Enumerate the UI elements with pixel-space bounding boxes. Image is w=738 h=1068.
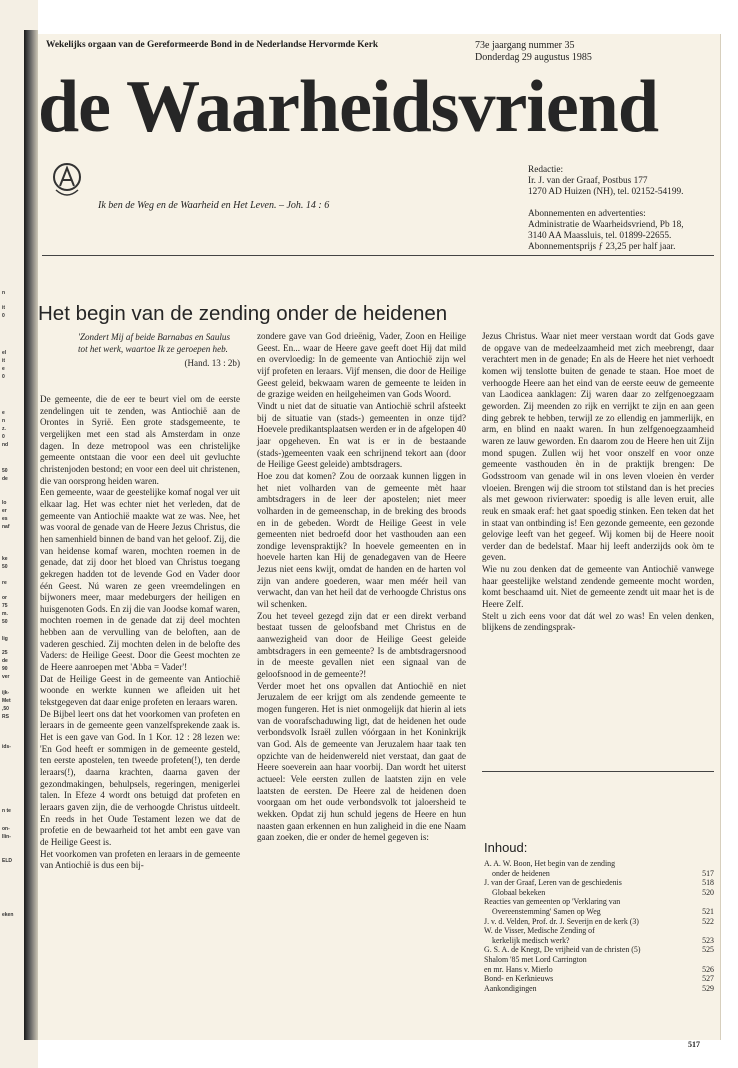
toc-entry[interactable] xyxy=(484,917,714,927)
paragraph: Zou het teveel gezegd zijn dat er een direkt verband bestaat tussen de geloofsband met Christus en de aanwezigheid van door de Heilige Geest geleide ambtsdragers in een gemeente? Is de ambtsdragersnood in de meeste gevallen niet een signaal van de geloofsnood in de gemeente?! xyxy=(257,610,466,680)
epigraph-text: 'Zondert Mij af beide Barnabas en Saulus tot het werk, waartoe Ik ze geroepen heb. xyxy=(78,332,230,354)
toc-entry[interactable] xyxy=(484,984,714,994)
margin-fragment: el xyxy=(2,350,7,356)
margin-fragment: it xyxy=(2,358,6,364)
administration-address: Administratie de Waarheidsvriend, Pb 18, xyxy=(528,219,684,230)
paragraph: Wie nu zou denken dat de gemeente van Antiochië vanwege haar geestelijke welstand zendende gemeente mocht worden, komt beschaamd uit. Niet de gemeente zendt uit maar het is de Heere Zelf. xyxy=(482,564,714,610)
toc-entry-cont[interactable] xyxy=(484,869,714,879)
paragraph: Jezus Christus. Waar niet meer verstaan wordt dat Gods gave de opgave van de medeelzaamheid met zich meebrengt, daar verachtert men in de genade; En als de Heere het niet verhoedt komen wij tenslotte buiten de genade te staan. Hoe moet de verhoogde Heere aan het eind van de eerste eeuw de gemeente van Laodicea aanklagen: Zij waren daar zo zelfgenoegzaam geworden. Zij meenden zo rijk en verrijkt te zijn en aan geen ding gebrek te hebben, terwijl ze zo ellendig en jammerlijk, en arm, en blind en naakt waren. In hun zelfgenoegzaamheid waren ze lauw geworden. En daarom zou de Heere hen uit Zijn mond spugen. Zullen wij het voor onszelf en voor onze gemeente vasthouden èn in de praktijk brengen: De Godsstroom van genade wil in ons leven vloeien èn verder vloeien. Brengen wij die stroom tot stilstand dan is het precies als met gewoon rivierwater: spoedig is alle leven eruit, alle reuk en smaak eraf: het gaat spoedig stinken. Een teken dat het in staat van ontbinding is! Een gezonde gemeente, een gezonde gelovige leeft van het gegeef. Wij komen bij de Heere nooit verder dan de bedelstaf. Maar hij leeft anderzijds ook òm te geven. xyxy=(482,331,714,563)
margin-fragment: 50 xyxy=(2,468,8,474)
paragraph: Vindt u niet dat de situatie van Antiochië schril afsteekt bij de situatie van (stads-) gemeenten in onze tijd? Hoevele predikantsplaatsen werden er in de afgelopen 40 jaar opgeheven. En wat is er in de bestaande (stads-)gemeenten vaak een schrijnend tekort aan (door de Heilige Geest geleide) ambtsdragers. xyxy=(257,400,466,470)
margin-fragment: 25 xyxy=(2,650,8,656)
margin-fragment: 0 xyxy=(2,313,5,319)
toc-page: 529 xyxy=(702,983,714,993)
article-column-3 xyxy=(482,331,714,634)
toc-entry-text: G. S. A. de Knegt, De vrijheid van de christen (5) xyxy=(484,945,641,955)
binding-shadow xyxy=(24,30,38,1040)
margin-fragment: 90 xyxy=(2,666,8,672)
toc-entry-text: Overeenstemming' Samen op Weg xyxy=(492,906,601,916)
subscription-price: Abonnementsprijs ƒ 23,25 per half jaar. xyxy=(528,242,676,253)
toc-entry-text: Globaal bekeken xyxy=(492,887,546,897)
toc-page: 522 xyxy=(702,916,714,926)
margin-fragment: e xyxy=(2,410,5,416)
toc-entry[interactable] xyxy=(484,974,714,984)
margin-fragment: de xyxy=(2,476,8,482)
toc-entry-text: kerkelijk medisch werk? xyxy=(492,935,570,945)
column-divider xyxy=(482,771,714,772)
margin-fragment: 50 xyxy=(2,564,8,570)
article-column-2 xyxy=(257,331,466,844)
editorial-address: Ir. J. van der Graaf, Postbus 177 xyxy=(528,176,648,187)
margin-fragment: ELD xyxy=(2,858,12,864)
article-title: Het begin van de zending onder de heidenen xyxy=(38,302,448,325)
paragraph: Het voorkomen van profeten en leraars in de gemeente van Antiochië is dus een bij- xyxy=(40,848,240,871)
toc-page: 525 xyxy=(702,945,714,955)
margin-fragment: eken xyxy=(2,912,14,918)
margin-fragment: 50 xyxy=(2,619,8,625)
toc-entry-text: Bond- en Kerknieuws xyxy=(484,974,554,984)
toc-entry[interactable] xyxy=(484,945,714,955)
editorial-info xyxy=(528,165,713,253)
table-of-contents xyxy=(484,859,714,993)
toc-entry-text: W. de Visser, Medische Zending of xyxy=(484,926,595,936)
margin-fragment: nd xyxy=(2,442,9,448)
toc-entry-cont[interactable] xyxy=(484,936,714,946)
motto: Ik ben de Weg en de Waarheid en Het Leven. – Joh. 14 : 6 xyxy=(98,200,330,211)
paragraph: Een gemeente, waar de geestelijke komaf nogal ver uit elkaar lag. Het was echter niet het verleden, dat de gemeente van Antiochië maakte wat ze was. Nee, het was vooral de genade van de Heere Jezus Christus, die hen samenhield binnen de band van het geloof. Zij, die van heidense komaf waren, mochten roemen in de genade, dat zij door het bloed van Christus toegang gekregen hadden tot de levende God en Vader door één Geest. Nú waren ze geen vreemdelingen en bijwoners meer, maar medeburgers der heiligen en huisgenoten Gods. En zij die van Joodse komaf waren, mochten roemen in de genade dat zij deel mochten hebben aan de vervulling van de beloften, aan de vaderen geschied. Zij mochten delen in de belofte des Vaders: de Heilige Geest. Door die Geest mochten ze de Heere aanroepen met 'Abba = Vader'! xyxy=(40,487,240,673)
epigraph xyxy=(78,332,240,370)
margin-fragment: ver xyxy=(2,674,10,680)
toc-page: 527 xyxy=(702,974,714,984)
margin-fragment: z. xyxy=(2,426,6,432)
toc-page: 520 xyxy=(702,887,714,897)
margin-fragment: n te xyxy=(2,808,11,814)
toc-entry-text: Shalom '85 met Lord Carrington xyxy=(484,954,587,964)
toc-page: 518 xyxy=(702,878,714,888)
epigraph-reference: (Hand. 13 : 2b) xyxy=(184,358,240,369)
margin-fragment: 75 xyxy=(2,603,8,609)
toc-entry-text: A. A. W. Boon, Het begin van de zending xyxy=(484,859,616,868)
editorial-label: Redactie: xyxy=(528,165,564,175)
newspaper-page xyxy=(38,34,721,1049)
subscriptions-label: Abonnementen en advertenties: xyxy=(528,208,646,219)
margin-fragment: es xyxy=(2,516,8,522)
margin-fragment: n xyxy=(2,418,6,424)
margin-fragment: Met xyxy=(2,698,11,704)
toc-entry-text: Reacties van gemeenten op 'Verklaring van xyxy=(484,897,621,907)
toc-entry-cont[interactable] xyxy=(484,888,714,898)
toc-entry[interactable] xyxy=(484,926,714,936)
paragraph: Verder moet het ons opvallen dat Antiochië en niet Jeruzalem de eer krijgt om als zendende gemeente te mogen fungeren. Het is niet onmogelijk dat hierin al iets van de voorafschaduwing ligt, dat de heidenen het oude verbondsvolk Israël zullen vóórgaan in het Koninkrijk van God. Als de gemeente van Jeruzalem haar taak ten opzichte van de heidenwereld niet verstaat, dan gaat de Heere soeverein aan haar voorbij. Dan wordt het uiterst actueel: Vele eersten zullen de laatsten zijn en vele laatsten de eersten. De Heere zal de heidenen doen voorgaan om het oude verbondsvolk tot jaloersheid te wekken. Opdat zij hun schuld jegens de Heere en hun naasten gaan erkennen en hun zaligheid in die ene Naam gaan zoeken, die er onder de hemel gegeven is: xyxy=(257,680,466,843)
paragraph: De gemeente, die de eer te beurt viel om de eerste zendelingen uit te zenden, was Antiochië aan de Orontes in Syrië. Een grote stadsgemeente, te vergelijken met een stad als Amsterdam in onze dagen. In deze metropool was een christelijke gemeente ontstaan die voor een deel uit gevluchte christenjoden bestond; en voor een deel uit christenen, die van oorsprong heiden waren. xyxy=(40,394,240,486)
margin-fragment: er xyxy=(2,508,7,514)
margin-fragment: m. xyxy=(2,611,8,617)
toc-entry-cont[interactable] xyxy=(484,965,714,975)
toc-entry-cont[interactable] xyxy=(484,907,714,917)
margin-fragment: RS xyxy=(2,714,9,720)
margin-fragment: e xyxy=(2,366,5,372)
paragraph: Stelt u zich eens voor dat dát wel zo was! En velen denken, blijkens de zendingsprak- xyxy=(482,610,714,633)
header-divider xyxy=(42,255,714,256)
toc-page: 523 xyxy=(702,935,714,945)
margin-fragment: ijk- xyxy=(2,690,10,696)
margin-fragment: re xyxy=(2,580,7,586)
article-column-1 xyxy=(40,394,240,872)
adjacent-page-strip xyxy=(0,0,38,1068)
toc-entry[interactable] xyxy=(484,897,714,907)
toc-entry-text: en mr. Hans v. Mierlo xyxy=(484,964,553,974)
masthead-title: de Waarheidsvriend xyxy=(38,66,658,148)
administration-phone: 3140 AA Maassluis, tel. 01899-22655. xyxy=(528,231,672,242)
margin-fragment: on- xyxy=(2,826,10,832)
page-number: 517 xyxy=(688,1040,700,1049)
margin-fragment: de xyxy=(2,658,8,664)
margin-fragment: 0 xyxy=(2,374,5,380)
toc-entry-text: J. van der Graaf, Leren van de geschiedenis xyxy=(484,878,622,888)
margin-fragment: llin- xyxy=(2,834,11,840)
margin-fragment: ids- xyxy=(2,744,11,750)
margin-fragment: lig xyxy=(2,636,8,642)
margin-fragment: n xyxy=(2,290,6,296)
toc-heading: Inhoud: xyxy=(484,840,528,855)
toc-entry-text: J. v. d. Velden, Prof. dr. J. Severijn en de kerk (3) xyxy=(484,916,639,926)
toc-entry-text: Aankondigingen xyxy=(484,983,537,993)
bond-emblem-icon xyxy=(50,160,84,204)
margin-fragment: lo xyxy=(2,500,7,506)
paragraph: zondere gave van God drieënig, Vader, Zoon en Heilige Geest. En... waar de Heere gave geeft doet Hij dat mild en overvloedig: In de gemeente van Antiochië zijn wel vijf profeten en leraars. Vijf mensen, die door de Heilige Geest geleid, bekwaam waren de gemeente te leiden in de grazige weiden en heilgeheimen van Gods Woord. xyxy=(257,331,466,400)
paragraph: De Bijbel leert ons dat het voorkomen van profeten en leraars in de gemeente geen vanzelfsprekende zaak is. Het is een gave van God. In 1 Kor. 12 : 28 lezen we: 'En God heeft er sommigen in de gemeente gesteld, ten eerste apostelen, ten tweede profeten(!), ten derde leraars(!), daarna krachten, daarna gaven der gezondmakingen, behulpsels, regeringen, menigerlei talen. In Efeze 4 wordt ons betuigd dat profeten en leraars gaven zijn, die de verhoogde Christus uitdeelt. En reeds in het Oude Testament lezen we dat de profetie en de bewaarheid tot het ambt een gave van de Heilige Geest is. xyxy=(40,708,240,847)
toc-entry[interactable] xyxy=(484,878,714,888)
margin-fragment: naf xyxy=(2,524,10,530)
paragraph: Dat de Heilige Geest in de gemeente van Antiochië woonde en werkte kunnen we afleiden uit het tekstgegeven dat daar enige profeten en leraars waren. xyxy=(40,673,240,708)
margin-fragment: 0 xyxy=(2,434,5,440)
margin-fragment: or xyxy=(2,595,7,601)
toc-entry[interactable] xyxy=(484,859,714,869)
toc-page: 521 xyxy=(702,906,714,916)
toc-entry[interactable] xyxy=(484,955,714,965)
editorial-phone: 1270 AD Huizen (NH), tel. 02152-54199. xyxy=(528,187,684,198)
issue-info xyxy=(475,40,592,64)
issue-volume: 73e jaargang nummer 35 xyxy=(475,40,575,51)
organ-line: Wekelijks orgaan van de Gereformeerde Bond in de Nederlandse Hervormde Kerk xyxy=(46,40,379,50)
toc-page: 526 xyxy=(702,964,714,974)
toc-page: 517 xyxy=(702,868,714,878)
margin-fragment: it xyxy=(2,305,6,311)
margin-fragment: ,50 xyxy=(2,706,9,712)
margin-fragment: ke xyxy=(2,556,8,562)
toc-entry-text: onder de heidenen xyxy=(492,868,550,878)
issue-date: Donderdag 29 augustus 1985 xyxy=(475,52,592,63)
paragraph: Hoe zou dat komen? Zou de oorzaak kunnen liggen in het niet volharden van de gemeente mèt haar ambtsdragers in de leer der apostelen; niet meer volharden in de gemeenschap, in de breking des broods en in de gebeden. Wordt de Heilige Geest in vele gemeenten niet bedroefd door het vasthouden aan een zondige levenspraktijk? In hoevele gemeenten en in hoevele harten kan Hij de genadegaven van de Heere Jezus niet eens kwijt, omdat de handen en de harten vol zijn van andere goederen, waar men méér heil van verwacht, dan van het heil dat de verhoogde Christus ons wil schenken. xyxy=(257,470,466,610)
